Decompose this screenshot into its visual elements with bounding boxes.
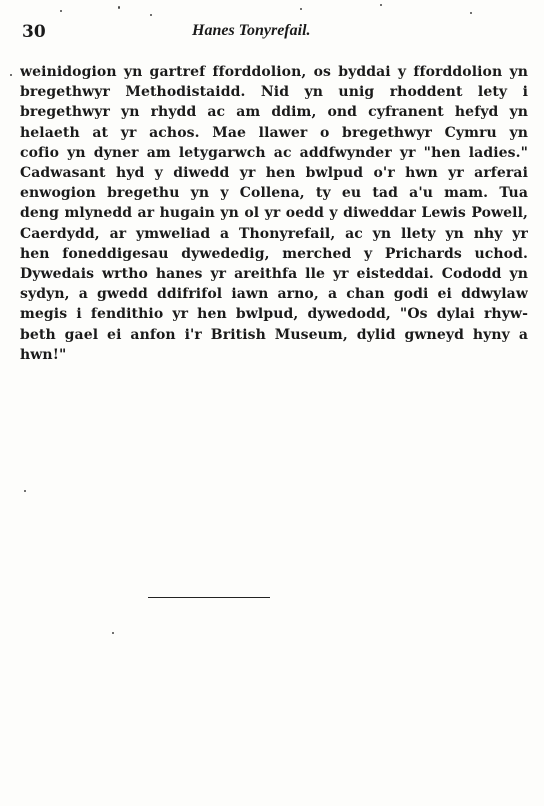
- scan-speck: [118, 6, 120, 9]
- text-line: sydyn, a gwedd ddifrifol iawn arno, a chan godi ei ddwylaw: [20, 286, 528, 303]
- text-line: bregethwyr Methodistaidd. Nid yn unig rhoddent lety i: [20, 84, 528, 101]
- text-line: cofio yn dyner am letygarwch ac addfwynder yr "hen ladies.": [20, 144, 528, 161]
- scan-speck: [470, 12, 472, 14]
- body-paragraph: [20, 62, 528, 365]
- scan-speck: [112, 632, 114, 634]
- text-line: hwn!": [20, 346, 67, 363]
- text-line: Cadwasant hyd y diwedd yr hen bwlpud o'r hwn yr arferai: [20, 165, 528, 182]
- scan-speck: [380, 4, 382, 6]
- scan-speck: [10, 74, 12, 76]
- text-line: enwogion bregethu yn y Collena, ty eu tad a'u mam. Tua: [20, 185, 528, 202]
- text-line: Caerdydd, ar ymweliad a Thonyrefail, ac yn llety yn nhy yr: [20, 225, 528, 242]
- scan-speck: [150, 14, 152, 16]
- page-header: [22, 20, 522, 46]
- text-line: beth gael ei anfon i'r British Museum, dylid gwneyd hyny a: [20, 326, 528, 343]
- running-title: Hanes Tonyrefail.: [192, 22, 311, 39]
- section-divider: [148, 597, 270, 598]
- page-number: 30: [22, 22, 46, 42]
- text-line: bregethwyr yn rhydd ac am ddim, ond cyfranent hefyd yn: [20, 104, 528, 121]
- text-line: megis i fendithio yr hen bwlpud, dywedodd, "Os dylai rhyw-: [20, 306, 528, 323]
- text-line: hen foneddigesau dywededig, merched y Prichards uchod.: [20, 245, 528, 262]
- text-line: weinidogion yn gartref fforddolion, os byddai y fforddolion yn: [20, 64, 528, 80]
- text-line: deng mlynedd ar hugain yn ol yr oedd y diweddar Lewis Powell,: [20, 205, 528, 222]
- text-line: helaeth at yr achos. Mae llawer o bregethwyr Cymru yn: [20, 124, 528, 141]
- scan-speck: [300, 8, 302, 10]
- scan-speck: [24, 490, 26, 492]
- text-line: Dywedais wrtho hanes yr areithfa lle yr eisteddai. Cododd yn: [20, 266, 528, 283]
- scan-speck: [60, 10, 62, 12]
